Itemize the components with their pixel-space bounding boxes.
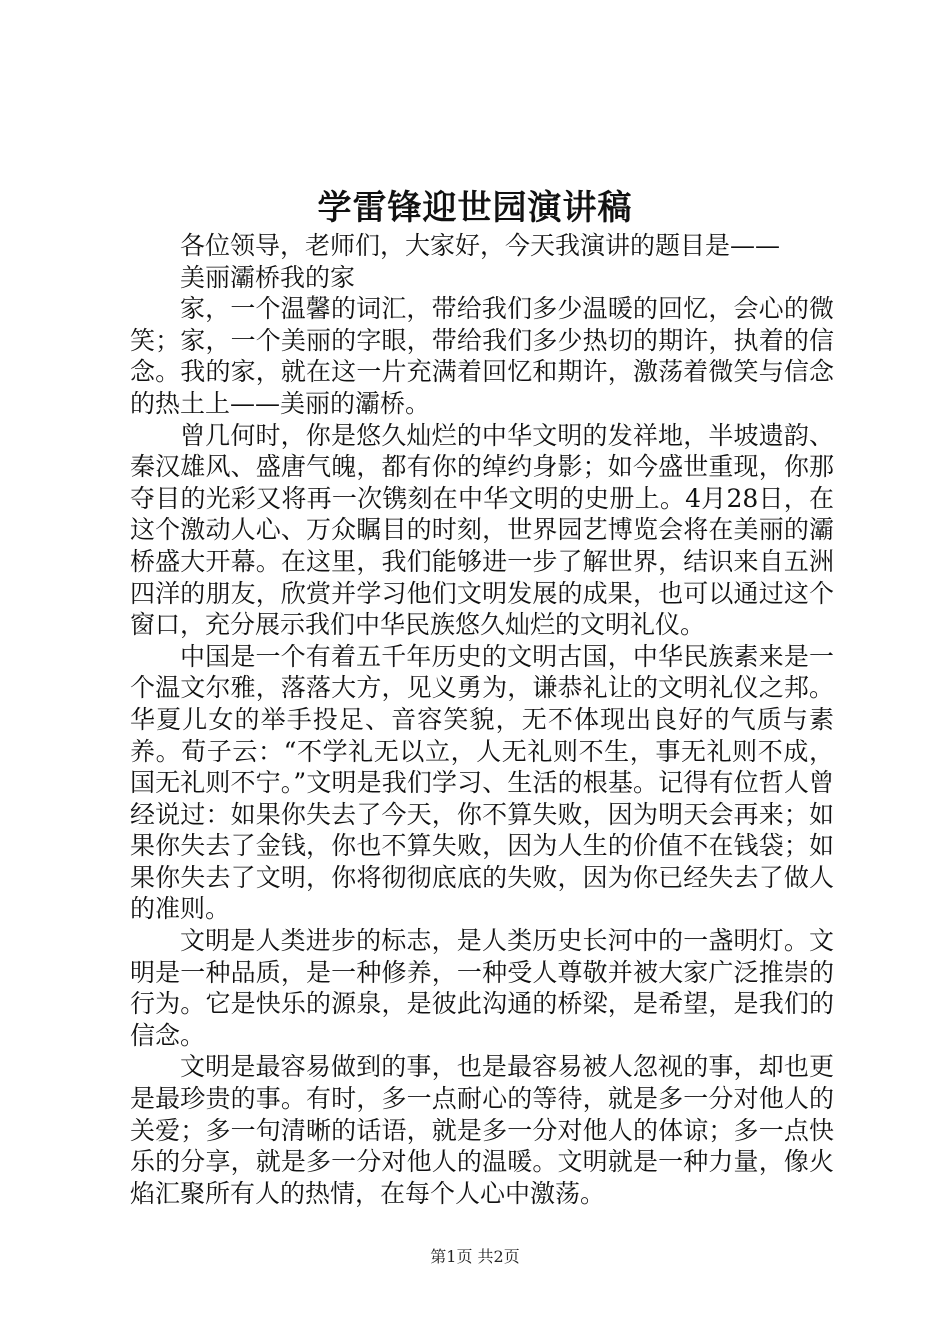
document-title: 学雷锋迎世园演讲稿 xyxy=(317,188,633,228)
paragraph-civilization-easy: 文明是最容易做到的事，也是最容易被人忽视的事，却也更是最珍贵的事。有时，多一点耐心的等待，就是多一分对他人的关爱；多一句清晰的话语，就是多一分对他人的体谅；多一点快乐的分享，就是多一分对他人的温暖。文明就是一种力量，像火焰汇聚所有人的热情，在每个人心中激荡。 xyxy=(130,1052,834,1208)
paragraph-civilization-progress: 文明是人类进步的标志，是人类历史长河中的一盏明灯。文明是一种品质，是一种修养，一种受人尊敬并被大家广泛推崇的行为。它是快乐的源泉，是彼此沟通的桥梁，是希望，是我们的信念。 xyxy=(130,926,834,1050)
page-footer: 第1页 共2页 xyxy=(430,1247,520,1266)
paragraph-home: 家，一个温馨的词汇，带给我们多少温暖的回忆，会心的微笑；家，一个美丽的字眼，带给我们多少热切的期许，执着的信念。我的家，就在这一片充满着回忆和期许，激荡着微笑与信念的热土上——美丽的灞桥。 xyxy=(130,294,834,418)
paragraph-civilization-etiquette: 中国是一个有着五千年历史的文明古国，中华民族素来是一个温文尔雅，落落大方，见义勇为，谦恭礼让的文明礼仪之邦。华夏儿女的举手投足、音容笑貌，无不体现出良好的气质与素养。荀子云：“不学礼无以立，人无礼则不生，事无礼则不成，国无礼则不宁。”文明是我们学习、生活的根基。记得有位哲人曾经说过：如果你失去了今天，你不算失败，因为明天会再来；如果你失去了金钱，你也不算失败，因为人生的价值不在钱袋；如果你失去了文明，你将彻彻底底的失败，因为你已经失去了做人的准则。 xyxy=(130,641,834,924)
paragraph-speech-topic: 美丽灞桥我的家 xyxy=(180,262,356,292)
paragraph-greeting: 各位领导，老师们，大家好，今天我演讲的题目是—— xyxy=(180,231,781,260)
paragraph-history: 曾几何时，你是悠久灿烂的中华文明的发祥地，半坡遗韵、秦汉雄风、盛唐气魄，都有你的绰约身影；如今盛世重现，你那夺目的光彩又将再一次镌刻在中华文明的史册上。4月28日，在这个激动人心、万众瞩目的时刻，世界园艺博览会将在美丽的灞桥盛大开幕。在这里，我们能够进一步了解世界，结识来自五洲四洋的朋友，欣赏并学习他们文明发展的成果，也可以通过这个窗口，充分展示我们中华民族悠久灿烂的文明礼仪。 xyxy=(130,420,834,640)
document-body xyxy=(130,230,834,1209)
